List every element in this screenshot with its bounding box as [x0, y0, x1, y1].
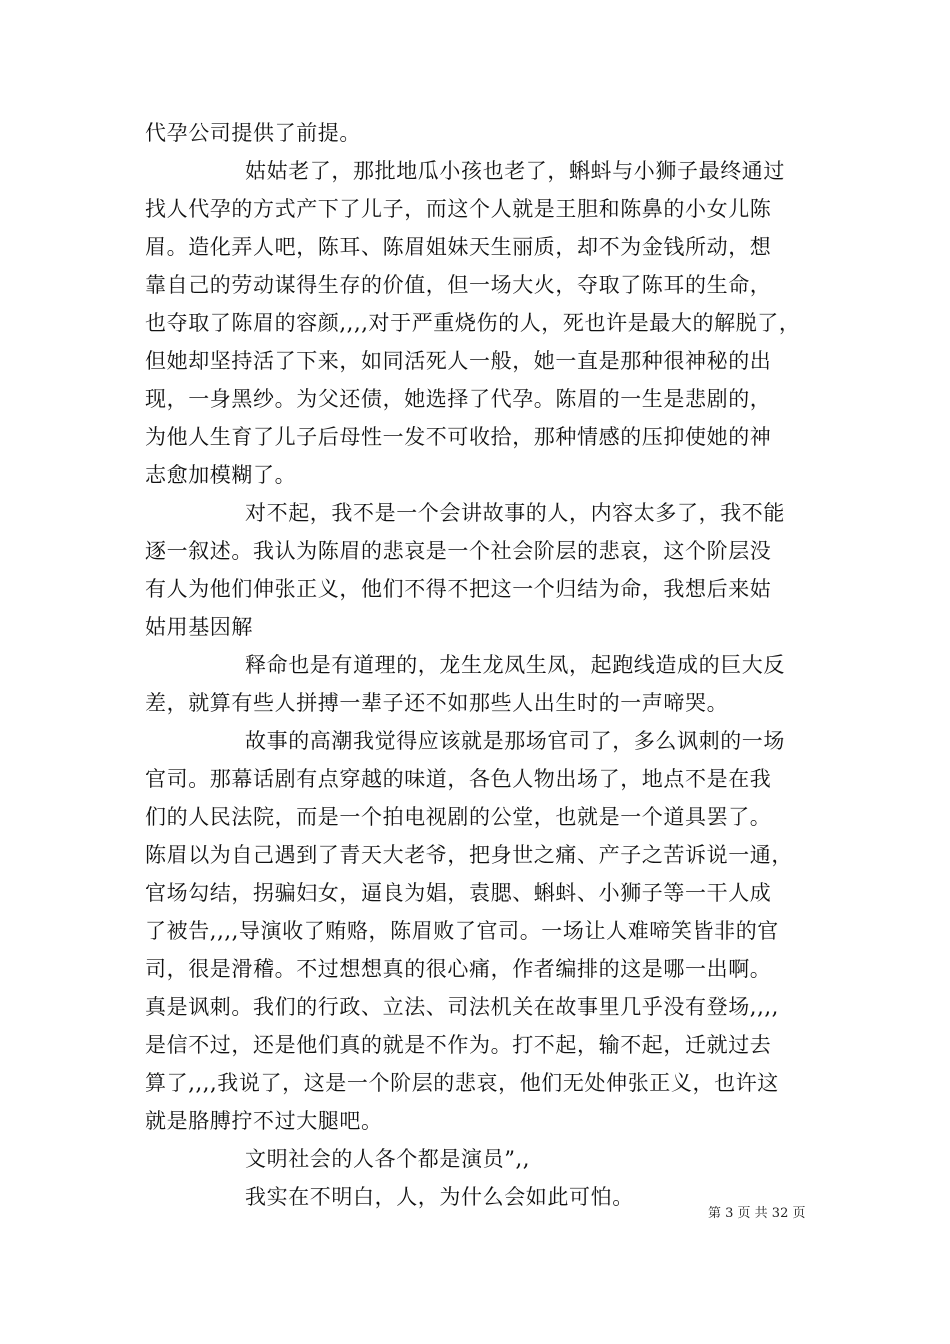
text-line: 算了,,,,我说了，这是一个阶层的悲哀，他们无处伸张正义，也许这	[145, 1071, 779, 1095]
text-line: 也夺取了陈眉的容颜,,,,对于严重烧伤的人，死也许是最大的解脱了，	[145, 311, 801, 335]
text-line: 是信不过，还是他们真的就是不作为。打不起，输不起，迁就过去	[145, 1033, 772, 1057]
text-line: 司，很是滑稽。不过想想真的很心痛，作者编排的这是哪一出啊。	[145, 957, 772, 981]
text-line: 了被告,,,,导演收了贿赂，陈眉败了官司。一场让人难啼笑皆非的官	[145, 919, 779, 943]
paragraph-start-line: 姑姑老了，那批地瓜小孩也老了，蝌蚪与小狮子最终通过	[245, 159, 785, 183]
text-line: 陈眉以为自己遇到了青天大老爷，把身世之痛、产子之苦诉说一通，	[145, 843, 793, 867]
text-line: 逐一叙述。我认为陈眉的悲哀是一个社会阶层的悲哀，这个阶层没	[145, 539, 772, 563]
text-line: 代孕公司提供了前提。	[145, 121, 361, 145]
paragraph-start-line: 释命也是有道理的，龙生龙凤生凤，起跑线造成的巨大反	[245, 653, 785, 677]
text-line: 但她却坚持活了下来，如同活死人一般，她一直是那种很神秘的出	[145, 349, 772, 373]
text-line: 志愈加模糊了。	[145, 463, 297, 487]
text-line: 就是胳膊拧不过大腿吧。	[145, 1109, 383, 1133]
text-line: 差，就算有些人拼搏一辈子还不如那些人出生时的一声啼哭。	[145, 691, 729, 715]
text-line: 现，一身黑纱。为父还债，她选择了代孕。陈眉的一生是悲剧的，	[145, 387, 772, 411]
text-line: 为他人生育了儿子后母性一发不可收拾，那种情感的压抑使她的神	[145, 425, 772, 449]
body-text	[145, 114, 825, 1216]
text-line: 找人代孕的方式产下了儿子，而这个人就是王胆和陈鼻的小女儿陈	[145, 197, 772, 221]
text-line: 姑用基因解	[145, 615, 253, 639]
text-line: 有人为他们伸张正义，他们不得不把这一个归结为命，我想后来姑	[145, 577, 772, 601]
text-line: 真是讽刺。我们的行政、立法、司法机关在故事里几乎没有登场,,,,	[145, 995, 779, 1019]
page-number: 第 3 页 共 32 页	[708, 1206, 806, 1221]
text-line: 们的人民法院，而是一个拍电视剧的公堂，也就是一个道具罢了。	[145, 805, 772, 829]
paragraph-start-line: 我实在不明白，人，为什么会如此可怕。	[245, 1185, 634, 1209]
paragraph-start-line: 故事的高潮我觉得应该就是那场官司了，多么讽刺的一场	[245, 729, 785, 753]
text-line: 靠自己的劳动谋得生存的价值，但一场大火，夺取了陈耳的生命，	[145, 273, 772, 297]
paragraph-start-line: 对不起，我不是一个会讲故事的人，内容太多了，我不能	[245, 501, 785, 525]
paragraph-start-line: 文明社会的人各个都是演员”,,	[245, 1147, 531, 1171]
text-line: 官司。那幕话剧有点穿越的味道，各色人物出场了，地点不是在我	[145, 767, 772, 791]
text-line: 官场勾结，拐骗妇女，逼良为娼，袁腮、蝌蚪、小狮子等一干人成	[145, 881, 772, 905]
text-line: 眉。造化弄人吧，陈耳、陈眉姐妹天生丽质，却不为金钱所动，想	[145, 235, 772, 259]
